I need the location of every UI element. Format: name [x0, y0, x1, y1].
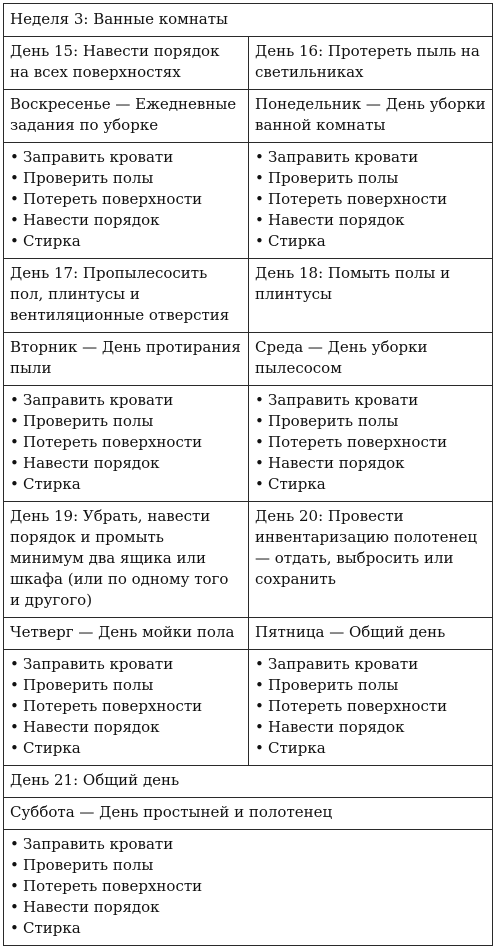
task-label: Стирка	[268, 739, 326, 757]
tasks-cell	[4, 386, 249, 502]
bullet-icon: •	[255, 412, 264, 430]
task-item	[10, 717, 242, 738]
task-item	[10, 210, 242, 231]
bullet-icon: •	[10, 697, 19, 715]
bullet-icon: •	[255, 433, 264, 451]
task-label: Навести порядок	[268, 211, 405, 229]
bullet-icon: •	[255, 148, 264, 166]
task-label: Навести порядок	[23, 211, 160, 229]
task-item	[255, 147, 486, 168]
task-item	[255, 411, 486, 432]
task-item	[255, 390, 486, 411]
weekday-cell: Суббота — День простыней и полотенец	[4, 798, 493, 830]
task-label: Стирка	[23, 919, 81, 937]
task-list	[10, 390, 242, 495]
bullet-icon: •	[255, 739, 264, 757]
task-item	[10, 834, 486, 855]
tasks-cell	[249, 650, 493, 766]
weekday-cell: Вторник — День протирания пыли	[4, 333, 249, 386]
task-item	[10, 147, 242, 168]
tasks-cell	[4, 650, 249, 766]
bullet-icon: •	[10, 718, 19, 736]
bullet-icon: •	[255, 697, 264, 715]
day-cell: День 16: Протереть пыль на светильниках	[249, 37, 493, 90]
bullet-icon: •	[10, 412, 19, 430]
bullet-icon: •	[10, 433, 19, 451]
task-item	[255, 168, 486, 189]
task-item	[255, 717, 486, 738]
tasks-cell	[4, 143, 249, 259]
task-list	[10, 834, 486, 939]
weekday-cell: Среда — День уборки пылесосом	[249, 333, 493, 386]
task-label: Стирка	[268, 232, 326, 250]
bullet-icon: •	[255, 190, 264, 208]
task-list	[10, 654, 242, 759]
bullet-icon: •	[255, 676, 264, 694]
task-label: Проверить полы	[23, 412, 154, 430]
weekday-row	[4, 618, 493, 650]
bullet-icon: •	[10, 856, 19, 874]
tasks-cell	[249, 143, 493, 259]
tasks-row	[4, 650, 493, 766]
task-item	[255, 738, 486, 759]
task-label: Проверить полы	[23, 676, 154, 694]
bullet-icon: •	[10, 919, 19, 937]
day-cell: День 20: Провести инвентаризацию полотенец — отдать, выбросить или сохранить	[249, 502, 493, 618]
task-label: Заправить кровати	[23, 148, 174, 166]
task-label: Проверить полы	[268, 412, 399, 430]
task-item	[10, 189, 242, 210]
bullet-icon: •	[10, 148, 19, 166]
weekday-cell: Четверг — День мойки пола	[4, 618, 249, 650]
day-cell: День 15: Навести порядок на всех поверхностях	[4, 37, 249, 90]
task-item	[255, 189, 486, 210]
task-label: Заправить кровати	[268, 391, 419, 409]
day-row	[4, 259, 493, 333]
bullet-icon: •	[255, 169, 264, 187]
bullet-icon: •	[10, 739, 19, 757]
task-item	[10, 696, 242, 717]
bullet-icon: •	[10, 835, 19, 853]
task-item	[10, 918, 486, 939]
task-item	[10, 876, 486, 897]
bullet-icon: •	[255, 655, 264, 673]
weekday-row	[4, 798, 493, 830]
task-label: Стирка	[23, 232, 81, 250]
task-list	[255, 390, 486, 495]
bullet-icon: •	[255, 391, 264, 409]
task-item	[10, 390, 242, 411]
schedule-container	[3, 3, 492, 946]
bullet-icon: •	[10, 454, 19, 472]
task-label: Потереть поверхности	[23, 190, 203, 208]
tasks-cell	[249, 386, 493, 502]
task-label: Потереть поверхности	[268, 697, 448, 715]
bullet-icon: •	[255, 454, 264, 472]
task-item	[10, 411, 242, 432]
task-item	[255, 474, 486, 495]
task-label: Заправить кровати	[268, 655, 419, 673]
task-list	[255, 654, 486, 759]
task-item	[10, 738, 242, 759]
bullet-icon: •	[10, 898, 19, 916]
task-label: Проверить полы	[23, 856, 154, 874]
week-title: Неделя 3: Ванные комнаты	[4, 4, 493, 37]
bullet-icon: •	[10, 190, 19, 208]
task-item	[10, 897, 486, 918]
task-label: Потереть поверхности	[23, 877, 203, 895]
bullet-icon: •	[10, 655, 19, 673]
task-list	[255, 147, 486, 252]
tasks-cell	[4, 830, 493, 946]
task-label: Потереть поверхности	[23, 697, 203, 715]
tasks-row	[4, 830, 493, 946]
task-item	[10, 168, 242, 189]
task-label: Стирка	[23, 475, 81, 493]
week-title-row	[4, 4, 493, 37]
task-item	[10, 474, 242, 495]
task-item	[255, 210, 486, 231]
task-item	[255, 231, 486, 252]
task-item	[255, 696, 486, 717]
task-item	[255, 654, 486, 675]
task-label: Заправить кровати	[268, 148, 419, 166]
task-label: Проверить полы	[268, 169, 399, 187]
task-label: Проверить полы	[23, 169, 154, 187]
bullet-icon: •	[10, 475, 19, 493]
task-item	[255, 453, 486, 474]
task-label: Потереть поверхности	[268, 433, 448, 451]
task-label: Потереть поверхности	[23, 433, 203, 451]
task-item	[10, 654, 242, 675]
bullet-icon: •	[255, 475, 264, 493]
task-label: Заправить кровати	[23, 391, 174, 409]
bullet-icon: •	[10, 232, 19, 250]
bullet-icon: •	[10, 877, 19, 895]
task-item	[255, 432, 486, 453]
bullet-icon: •	[10, 391, 19, 409]
day-row	[4, 502, 493, 618]
task-label: Заправить кровати	[23, 835, 174, 853]
task-item	[10, 855, 486, 876]
task-label: Стирка	[23, 739, 81, 757]
task-label: Навести порядок	[268, 454, 405, 472]
bullet-icon: •	[255, 718, 264, 736]
task-label: Заправить кровати	[23, 655, 174, 673]
weekday-cell: Пятница — Общий день	[249, 618, 493, 650]
task-label: Проверить полы	[268, 676, 399, 694]
task-label: Навести порядок	[23, 898, 160, 916]
bullet-icon: •	[10, 676, 19, 694]
task-label: Стирка	[268, 475, 326, 493]
day-cell: День 17: Пропылесосить пол, плинтусы и вентиляционные отверстия	[4, 259, 249, 333]
weekday-row	[4, 333, 493, 386]
bullet-icon: •	[255, 211, 264, 229]
tasks-row	[4, 143, 493, 259]
bullet-icon: •	[10, 169, 19, 187]
bullet-icon: •	[10, 211, 19, 229]
day-cell: День 19: Убрать, навести порядок и промыть минимум два ящика или шкафа (или по одному того и другого)	[4, 502, 249, 618]
day-row	[4, 766, 493, 798]
week-schedule-table	[3, 3, 493, 946]
task-list	[10, 147, 242, 252]
weekday-cell: Понедельник — День уборки ванной комнаты	[249, 90, 493, 143]
task-label: Навести порядок	[268, 718, 405, 736]
day-cell: День 21: Общий день	[4, 766, 493, 798]
task-item	[10, 432, 242, 453]
day-cell: День 18: Помыть полы и плинтусы	[249, 259, 493, 333]
task-label: Потереть поверхности	[268, 190, 448, 208]
task-item	[10, 231, 242, 252]
task-label: Навести порядок	[23, 718, 160, 736]
task-item	[10, 453, 242, 474]
weekday-cell: Воскресенье — Ежедневные задания по уборке	[4, 90, 249, 143]
task-label: Навести порядок	[23, 454, 160, 472]
tasks-row	[4, 386, 493, 502]
task-item	[10, 675, 242, 696]
task-item	[255, 675, 486, 696]
day-row	[4, 37, 493, 90]
bullet-icon: •	[255, 232, 264, 250]
weekday-row	[4, 90, 493, 143]
